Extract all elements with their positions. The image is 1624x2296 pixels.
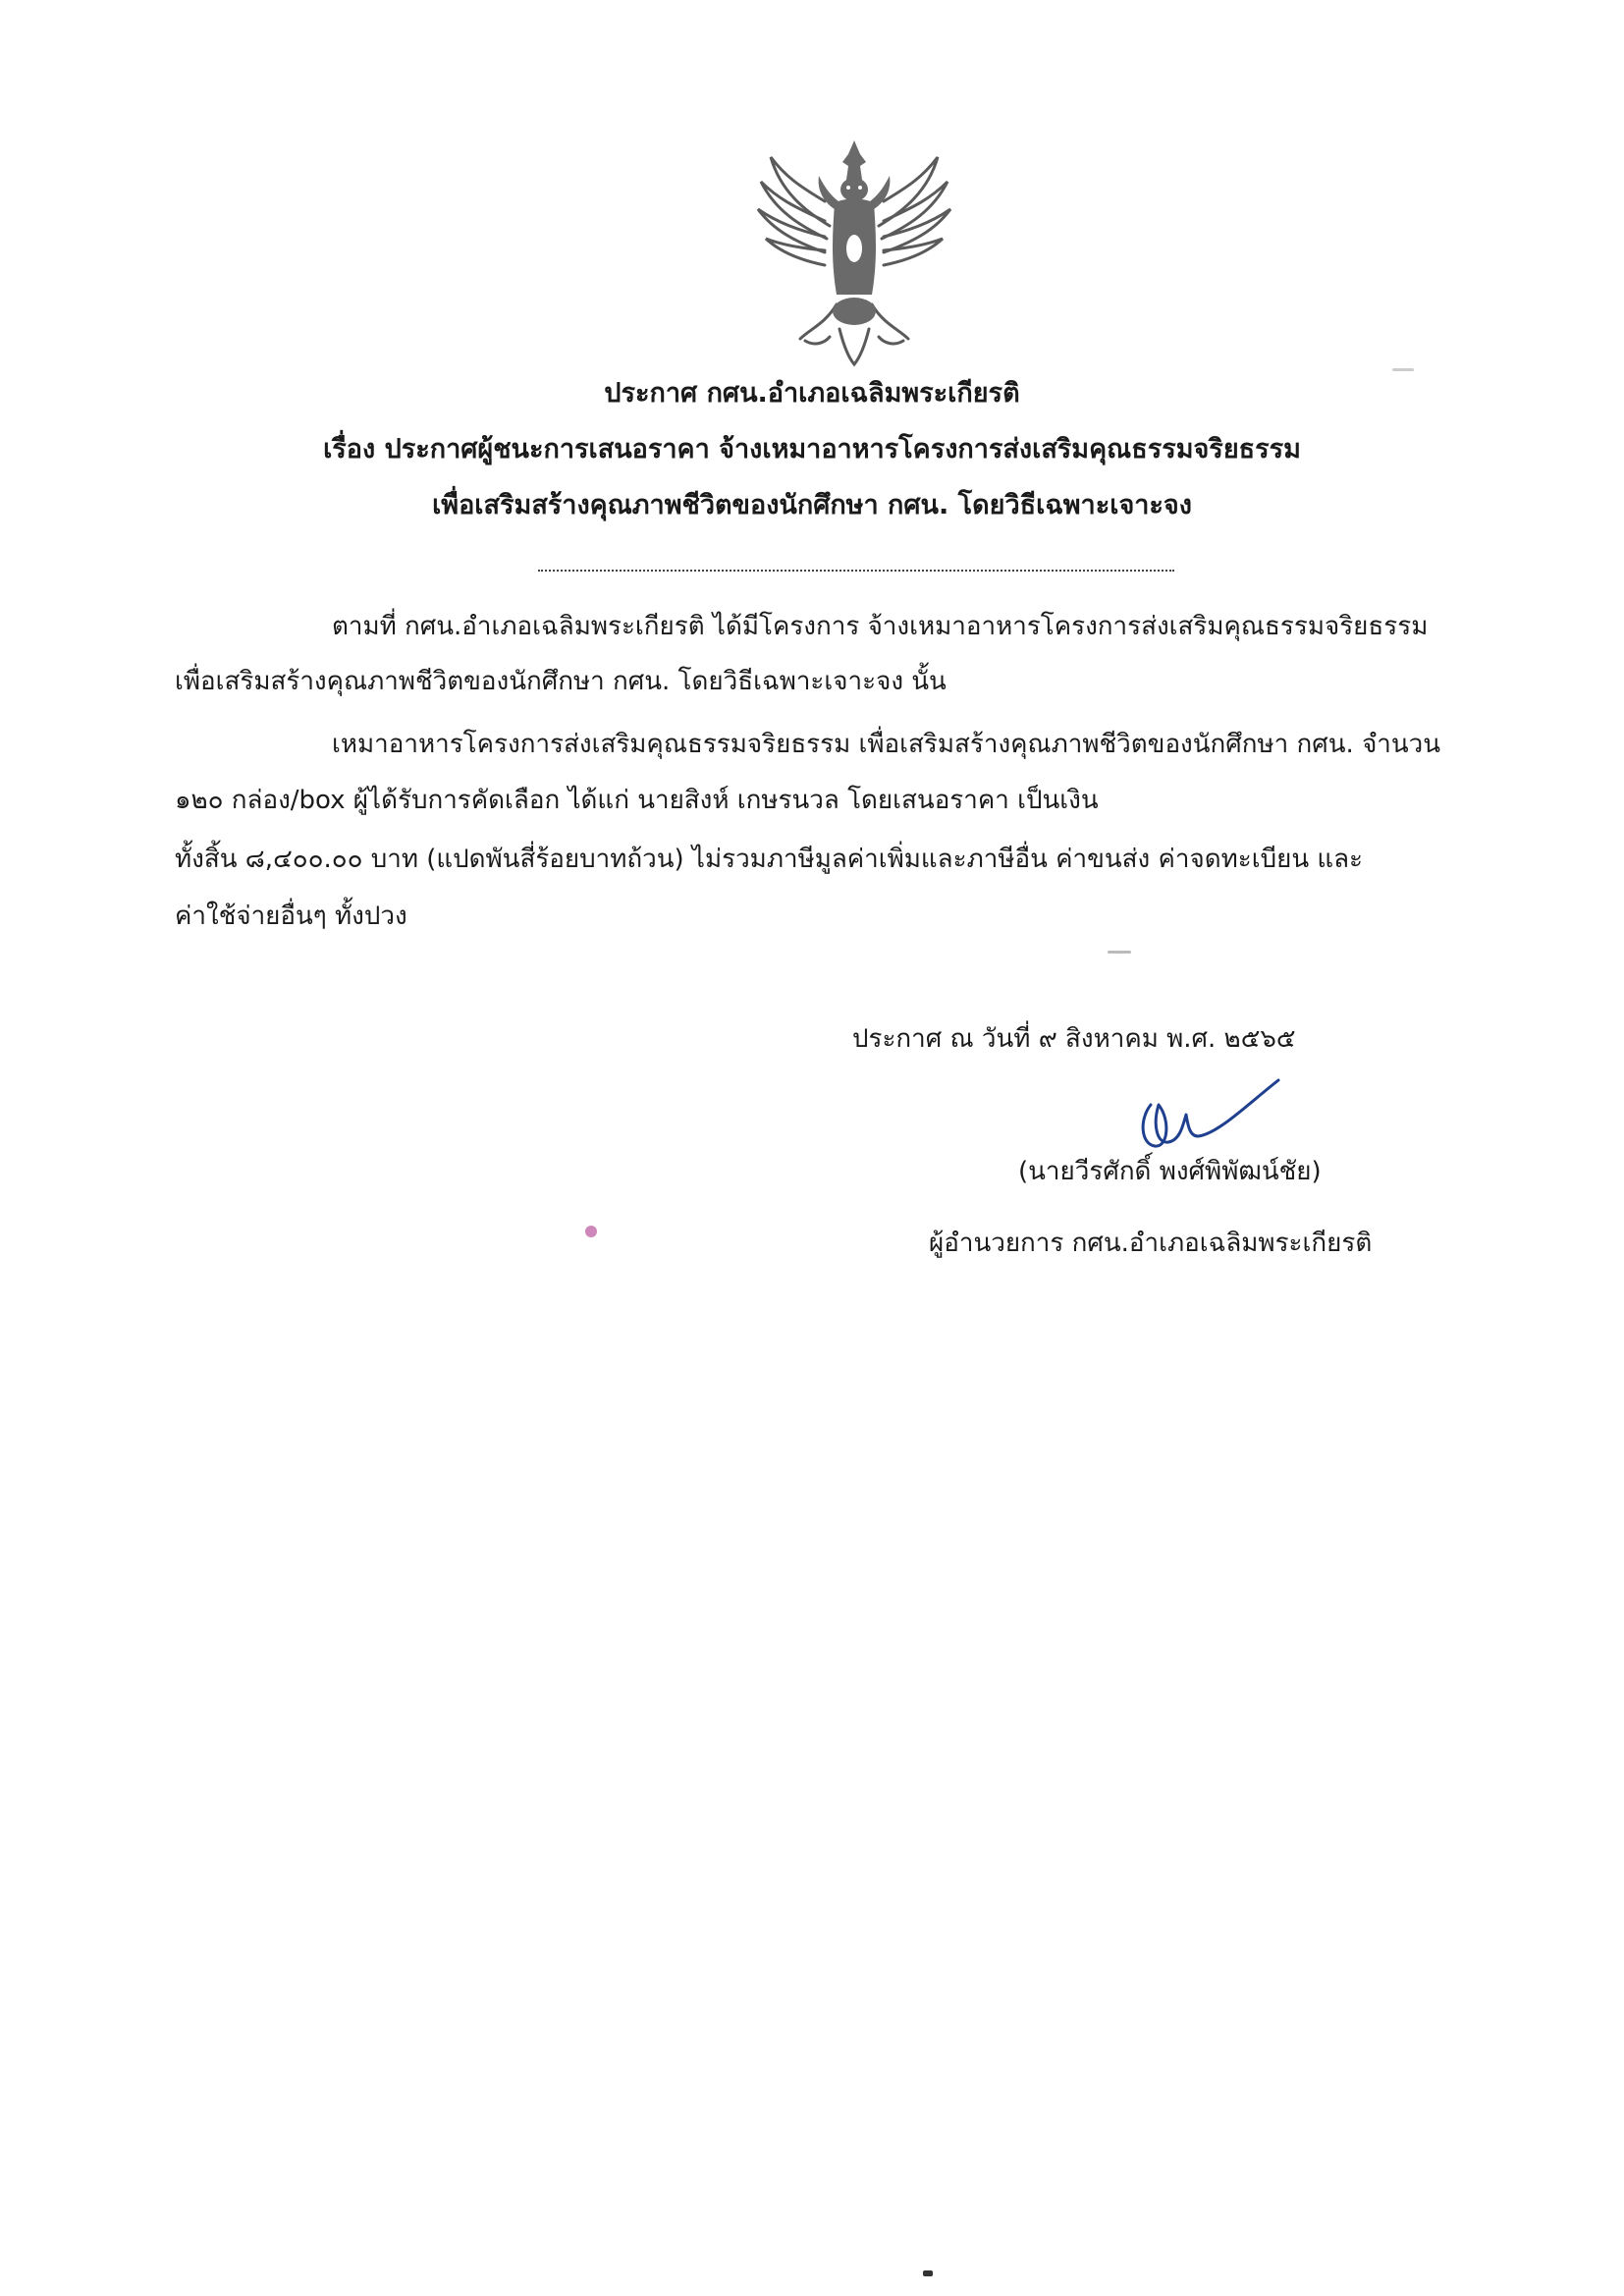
paragraph-1-line-2: เพื่อเสริมสร้างคุณภาพชีวิตของนักศึกษา กศน. โดยวิธีเฉพาะเจาะจง นั้น xyxy=(175,667,947,696)
paragraph-2-line-2: ๑๒๐ กล่อง/box ผู้ได้รับการคัดเลือก ได้แก่ นายสิงห์ เกษรนวล โดยเสนอราคา เป็นเงิน xyxy=(175,786,1099,815)
scan-mark xyxy=(923,2270,933,2276)
scan-mark xyxy=(1108,951,1131,954)
paragraph-2-line-1: เหมาอาหารโครงการส่งเสริมคุณธรรมจริยธรรม เพื่อเสริมสร้างคุณภาพชีวิตของนักศึกษา กศน. จำนวน xyxy=(332,730,1441,759)
announcement-heading: ประกาศ กศน.อำเภอเฉลิมพระเกียรติ xyxy=(604,378,1020,409)
announcement-date: ประกาศ ณ วันที่ ๙ สิงหาคม พ.ศ. ๒๕๖๕ xyxy=(852,1024,1296,1054)
paragraph-2-line-3: ทั้งสิ้น ๘,๔๐๐.๐๐ บาท (แปดพันสี่ร้อยบาทถ้วน) ไม่รวมภาษีมูลค่าเพิ่มและภาษีอื่น ค่าขนส่ง ค่าจดทะเบียน และ xyxy=(175,845,1364,874)
announcement-subject: เรื่อง ประกาศผู้ชนะการเสนอราคา จ้างเหมาอาหารโครงการส่งเสริมคุณธรรมจริยธรรม xyxy=(323,434,1301,465)
announcement-subject-continued: เพื่อเสริมสร้างคุณภาพชีวิตของนักศึกษา กศน. โดยวิธีเฉพาะเจาะจง xyxy=(432,490,1192,520)
scan-mark xyxy=(1392,368,1414,371)
title-divider xyxy=(538,570,1174,572)
paragraph-2-line-4: ค่าใช้จ่ายอื่นๆ ทั้งปวง xyxy=(175,902,407,931)
signer-name: (นายวีรศักดิ์ พงศ์พิพัฒน์ชัย) xyxy=(1018,1157,1322,1186)
paragraph-1-line-1: ตามที่ กศน.อำเภอเฉลิมพระเกียรติ ได้มีโครงการ จ้างเหมาอาหารโครงการส่งเสริมคุณธรรมจริยธรรม xyxy=(332,612,1429,641)
signer-position: ผู้อำนวยการ กศน.อำเภอเฉลิมพระเกียรติ xyxy=(929,1229,1373,1258)
ink-speck xyxy=(585,1226,597,1237)
garuda-emblem-icon xyxy=(746,133,962,368)
handwritten-signature-icon xyxy=(1129,1066,1286,1164)
